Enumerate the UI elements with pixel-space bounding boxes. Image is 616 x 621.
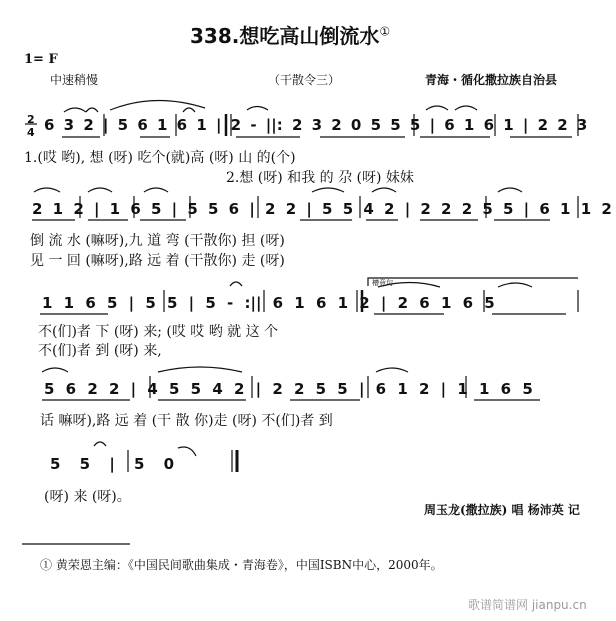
slur: [372, 188, 396, 192]
slur: [455, 106, 477, 110]
tempo-marking: 中速稍慢: [50, 73, 99, 87]
music-line-5-notes: 5 5 | 5 0: [50, 455, 175, 473]
time-signature-top: 2: [27, 113, 35, 126]
glissando-mark: [178, 447, 196, 456]
slur: [498, 283, 532, 287]
slur: [88, 188, 112, 192]
slur: [378, 283, 440, 288]
music-line-5-lyrics-1: (呀) 来 (呀)。: [44, 489, 131, 505]
music-line-2-notes: 2 1 2 | 1 6 5 | 5 5 6 | 2 2 | 5 5 4 2 | 2 2 2 5 5 | 6 1 1 2: [32, 200, 612, 218]
slur: [34, 188, 60, 192]
slur: [42, 368, 68, 372]
music-line-1-lyrics-1: 1.(哎 哟), 想 (呀) 吃个(就)高 (呀) 山 的(个): [24, 150, 296, 166]
music-line-4-notes: 5 6 2 2 | 4 5 5 4 2 | 2 2 5 5 | 6 1 2 | 1 1 6 5: [44, 380, 533, 398]
song-title: 338.想吃高山倒流水①: [190, 24, 391, 48]
slur: [247, 107, 268, 111]
music-line-1-lyrics-2: 2.想 (呀) 和我 的 尕 (呀) 妹妹: [226, 170, 414, 186]
slur: [498, 188, 522, 192]
fermata: [183, 108, 195, 112]
fermata: [94, 442, 106, 446]
title-footnote-mark: ①: [379, 24, 391, 39]
music-line-2-lyrics-2: 见 一 回 (嘛呀),路 远 着 (干散你) 走 (呀): [30, 253, 285, 269]
credit: 周玉龙(撒拉族) 唱 杨沛英 记: [424, 503, 580, 517]
music-line-3-lyrics-2: 不(们)者 到 (呀) 来,: [38, 343, 162, 359]
slur: [312, 188, 344, 192]
tune-name: （干散令三）: [268, 73, 341, 87]
footnote: ① 黄荣恩主编：《中国民间歌曲集成・青海卷》，中国ISBN中心，2000年。: [40, 558, 443, 572]
stanza-mark: 槽竟句: [372, 279, 393, 287]
key-signature: 1= F: [24, 52, 58, 67]
music-line-4-lyrics-1: 话 嘛呀),路 远 着 (干 散 你)走 (呀) 不(们)者 到: [40, 413, 333, 429]
music-line-3-lyrics-1: 不(们)者 下 (呀) 来; (哎 哎 哟 就 这 个: [38, 324, 279, 340]
region: 青海・循化撒拉族自治县: [425, 73, 558, 87]
slur: [426, 106, 448, 110]
slur: [376, 368, 408, 372]
slur: [158, 367, 242, 372]
music-line-2-lyrics-1: 倒 流 水 (嘛呀),九 道 弯 (干散你) 担 (呀): [30, 233, 285, 249]
time-signature-bottom: 4: [27, 126, 35, 139]
slur: [64, 108, 86, 112]
music-line-3-notes: 1 1 6 5 | 5 5 | 5 - :|| 6 1 6 1 2 | 2 6 1 6 5: [42, 294, 495, 312]
fermata: [230, 282, 242, 286]
music-line-1-notes: 6 3 2 | 5 6 1 6 1 | 2 - ||: 2 3 2 0 5 5 5 | 6 1 6 1 | 2 2 3: [44, 116, 588, 134]
ending-bracket: [368, 278, 578, 286]
slur: [144, 188, 168, 192]
watermark: 歌谱简谱网 jianpu.cn: [468, 598, 587, 612]
fermata: [86, 108, 98, 112]
